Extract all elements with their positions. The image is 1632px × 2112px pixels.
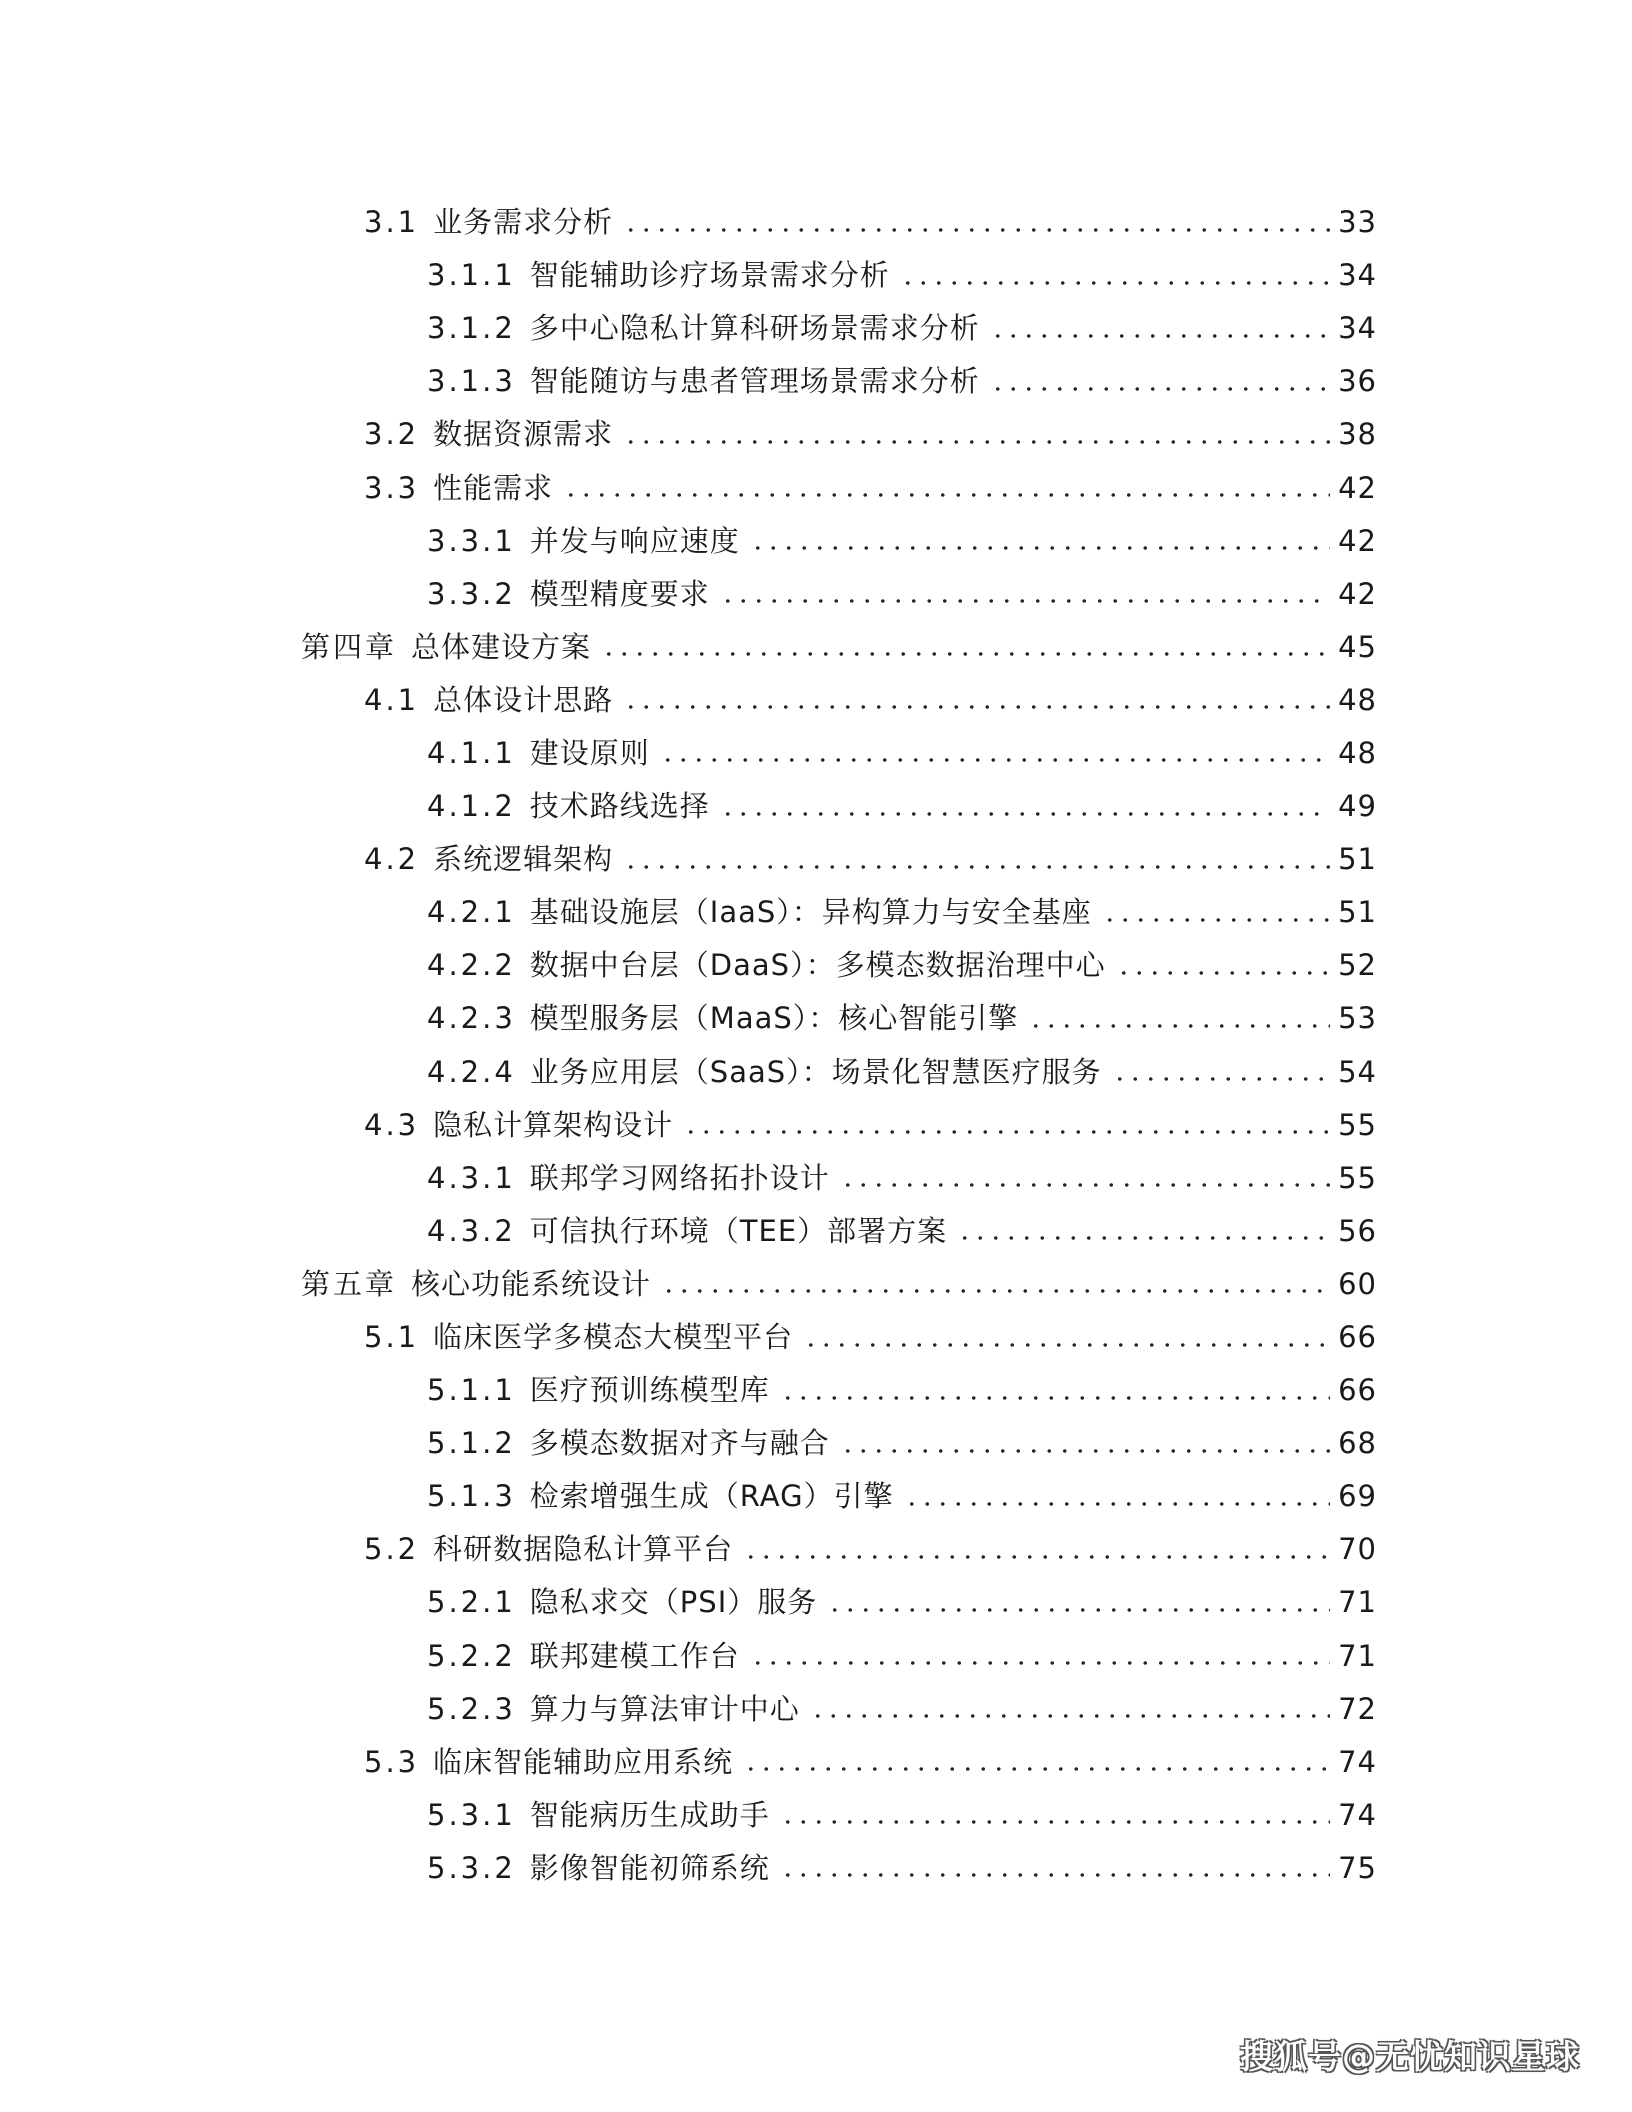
toc-dot-leader — [1102, 918, 1330, 922]
toc-dot-leader — [601, 652, 1330, 656]
toc-entry-page-number: 34 — [1338, 258, 1377, 293]
toc-entry[interactable] — [0, 1258, 1632, 1311]
toc-entry-title: 建设原则 — [529, 735, 650, 770]
toc-entry-title: 科研数据隐私计算平台 — [433, 1532, 734, 1567]
toc-entry-number: 5.1.1 — [427, 1373, 516, 1408]
toc-entry[interactable] — [0, 1417, 1632, 1470]
toc-dot-leader — [750, 1661, 1330, 1665]
toc-entry[interactable] — [0, 674, 1632, 727]
toc-entry-title: 数据中台层（DaaS）：多模态数据治理中心 — [529, 948, 1106, 983]
toc-entry-number: 3.3 — [364, 470, 420, 505]
toc-entry-title: 基础设施层（IaaS）：异构算力与安全基座 — [529, 895, 1092, 930]
toc-entry-page-number: 72 — [1338, 1691, 1377, 1726]
toc-dot-leader — [623, 865, 1330, 869]
toc-dot-leader — [623, 228, 1330, 232]
toc-entry[interactable] — [0, 1789, 1632, 1842]
toc-entry-number: 5.1.3 — [427, 1479, 516, 1514]
toc-entry-title: 数据资源需求 — [433, 417, 614, 452]
toc-dot-leader — [743, 1767, 1330, 1771]
toc-entry-page-number: 53 — [1338, 1001, 1377, 1036]
toc-entry-page-number: 71 — [1338, 1585, 1377, 1620]
toc-entry-page-number: 74 — [1338, 1744, 1377, 1779]
toc-dot-leader — [1028, 1024, 1330, 1028]
toc-entry-title: 智能辅助诊疗场景需求分析 — [529, 258, 890, 293]
toc-entry-number: 4.2.1 — [427, 895, 516, 930]
toc-entry-number: 4.1.2 — [427, 789, 516, 824]
toc-entry-title: 联邦建模工作台 — [529, 1638, 740, 1673]
toc-dot-leader — [623, 705, 1330, 709]
toc-entry-number: 5.3 — [364, 1744, 420, 1779]
toc-entry-page-number: 68 — [1338, 1426, 1377, 1461]
toc-entry-number: 3.1 — [364, 205, 420, 240]
toc-dot-leader — [840, 1449, 1330, 1453]
toc-dot-leader — [780, 1396, 1330, 1400]
toc-entry-page-number: 48 — [1338, 735, 1377, 770]
toc-entry-number: 第五章 — [301, 1266, 398, 1301]
toc-entry-number: 3.1.2 — [427, 311, 516, 346]
toc-entry-title: 联邦学习网络拓扑设计 — [529, 1160, 830, 1195]
toc-dot-leader — [623, 440, 1330, 444]
toc-entry-number: 4.3.2 — [427, 1213, 516, 1248]
toc-dot-leader — [780, 1873, 1330, 1877]
toc-entry[interactable] — [0, 992, 1632, 1045]
toc-entry-number: 4.3 — [364, 1107, 420, 1142]
toc-entry-number: 5.3.2 — [427, 1850, 516, 1885]
toc-entry[interactable] — [0, 1630, 1632, 1683]
toc-entry[interactable] — [0, 249, 1632, 302]
toc-dot-leader — [563, 493, 1330, 497]
toc-entry-page-number: 54 — [1338, 1054, 1377, 1089]
toc-dot-leader — [1112, 1077, 1330, 1081]
toc-dot-leader — [780, 1820, 1330, 1824]
toc-entry-title: 可信执行环境（TEE）部署方案 — [529, 1213, 948, 1248]
toc-entry-page-number: 34 — [1338, 311, 1377, 346]
toc-entry-page-number: 49 — [1338, 789, 1377, 824]
toc-entry-page-number: 69 — [1338, 1479, 1377, 1514]
toc-entry-page-number: 42 — [1338, 523, 1377, 558]
toc-entry-number: 5.1 — [364, 1320, 420, 1355]
toc-entry[interactable] — [0, 727, 1632, 780]
watermark: 搜狐号@无忧知识星球 — [1240, 2037, 1580, 2076]
toc-entry-title: 业务应用层（SaaS）：场景化智慧医疗服务 — [529, 1054, 1102, 1089]
toc-entry-number: 5.2 — [364, 1532, 420, 1567]
toc-entry-number: 5.2.3 — [427, 1691, 516, 1726]
toc-entry-title: 业务需求分析 — [433, 205, 614, 240]
toc-entry[interactable] — [0, 1576, 1632, 1629]
toc-entry-number: 4.1.1 — [427, 735, 516, 770]
toc-entry-title: 隐私求交（PSI）服务 — [529, 1585, 818, 1620]
toc-dot-leader — [990, 387, 1330, 391]
toc-entry-page-number: 45 — [1338, 629, 1377, 664]
toc-entry-number: 5.3.1 — [427, 1797, 516, 1832]
toc-entry-number: 5.1.2 — [427, 1426, 516, 1461]
toc-entry-number: 3.3.2 — [427, 576, 516, 611]
toc-entry-number: 3.1.3 — [427, 364, 516, 399]
toc-entry-title: 模型服务层（MaaS）：核心智能引擎 — [529, 1001, 1019, 1036]
toc-dot-leader — [810, 1714, 1330, 1718]
toc-dot-leader — [827, 1608, 1330, 1612]
toc-dot-leader — [840, 1183, 1330, 1187]
toc-entry[interactable] — [0, 780, 1632, 833]
toc-entry-number: 5.2.1 — [427, 1585, 516, 1620]
toc-entry-title: 模型精度要求 — [529, 576, 710, 611]
toc-entry-title: 技术路线选择 — [529, 789, 710, 824]
toc-entry-title: 智能病历生成助手 — [529, 1797, 770, 1832]
toc-dot-leader — [1116, 971, 1331, 975]
toc-entry-number: 4.2.4 — [427, 1054, 516, 1089]
toc-entry[interactable] — [0, 1842, 1632, 1895]
toc-entry-page-number: 51 — [1338, 842, 1377, 877]
toc-dot-leader — [957, 1236, 1330, 1240]
toc-entry-page-number: 56 — [1338, 1213, 1377, 1248]
toc-entry-number: 4.2.3 — [427, 1001, 516, 1036]
table-of-contents — [0, 196, 1632, 1895]
toc-dot-leader — [660, 758, 1330, 762]
toc-entry-title: 总体建设方案 — [411, 629, 592, 664]
toc-entry[interactable] — [0, 196, 1632, 249]
toc-entry[interactable] — [0, 1205, 1632, 1258]
toc-entry-page-number: 60 — [1338, 1266, 1377, 1301]
toc-entry-number: 第四章 — [301, 629, 398, 664]
toc-entry[interactable] — [0, 1523, 1632, 1576]
toc-entry[interactable] — [0, 1152, 1632, 1205]
toc-entry-page-number: 36 — [1338, 364, 1377, 399]
toc-entry[interactable] — [0, 355, 1632, 408]
toc-entry-page-number: 70 — [1338, 1532, 1377, 1567]
toc-entry-number: 3.1.1 — [427, 258, 516, 293]
toc-entry[interactable] — [0, 1736, 1632, 1789]
toc-entry[interactable] — [0, 568, 1632, 621]
toc-entry[interactable] — [0, 621, 1632, 674]
toc-entry[interactable] — [0, 302, 1632, 355]
toc-entry-title: 性能需求 — [433, 470, 554, 505]
toc-entry[interactable] — [0, 939, 1632, 992]
toc-entry-page-number: 42 — [1338, 470, 1377, 505]
toc-entry[interactable] — [0, 1311, 1632, 1364]
toc-entry-title: 算力与算法审计中心 — [529, 1691, 800, 1726]
toc-dot-leader — [803, 1343, 1330, 1347]
toc-entry[interactable] — [0, 886, 1632, 939]
toc-entry-page-number: 55 — [1338, 1107, 1377, 1142]
toc-entry[interactable] — [0, 408, 1632, 461]
toc-entry-title: 临床智能辅助应用系统 — [433, 1744, 734, 1779]
toc-entry-title: 临床医学多模态大模型平台 — [433, 1320, 794, 1355]
toc-entry-number: 4.2.2 — [427, 948, 516, 983]
toc-entry-page-number: 66 — [1338, 1373, 1377, 1408]
toc-entry[interactable] — [0, 1364, 1632, 1417]
toc-entry-number: 3.2 — [364, 417, 420, 452]
toc-entry-page-number: 42 — [1338, 576, 1377, 611]
toc-entry-title: 影像智能初筛系统 — [529, 1850, 770, 1885]
toc-entry[interactable] — [0, 515, 1632, 568]
toc-entry[interactable] — [0, 1470, 1632, 1523]
toc-dot-leader — [904, 1502, 1331, 1506]
toc-entry-number: 4.3.1 — [427, 1160, 516, 1195]
toc-entry-title: 总体设计思路 — [433, 682, 614, 717]
toc-entry-title: 核心功能系统设计 — [411, 1266, 652, 1301]
toc-dot-leader — [661, 1289, 1330, 1293]
toc-entry-page-number: 66 — [1338, 1320, 1377, 1355]
toc-entry[interactable] — [0, 1099, 1632, 1152]
toc-entry[interactable] — [0, 1683, 1632, 1736]
toc-entry-page-number: 38 — [1338, 417, 1377, 452]
toc-dot-leader — [750, 546, 1330, 550]
toc-dot-leader — [743, 1555, 1330, 1559]
toc-entry-number: 4.1 — [364, 682, 420, 717]
toc-entry-number: 3.3.1 — [427, 523, 516, 558]
toc-dot-leader — [683, 1130, 1330, 1134]
toc-entry-page-number: 74 — [1338, 1797, 1377, 1832]
toc-entry[interactable] — [0, 833, 1632, 886]
toc-dot-leader — [720, 599, 1330, 603]
toc-entry-title: 多模态数据对齐与融合 — [529, 1426, 830, 1461]
toc-entry-title: 多中心隐私计算科研场景需求分析 — [529, 311, 980, 346]
toc-entry-title: 医疗预训练模型库 — [529, 1373, 770, 1408]
toc-entry-title: 并发与响应速度 — [529, 523, 740, 558]
toc-entry-number: 4.2 — [364, 842, 420, 877]
toc-dot-leader — [900, 281, 1330, 285]
toc-dot-leader — [720, 812, 1330, 816]
toc-entry[interactable] — [0, 1046, 1632, 1099]
toc-entry-page-number: 55 — [1338, 1160, 1377, 1195]
toc-entry-title: 检索增强生成（RAG）引擎 — [529, 1479, 894, 1514]
toc-entry-page-number: 75 — [1338, 1850, 1377, 1885]
toc-entry-title: 智能随访与患者管理场景需求分析 — [529, 364, 980, 399]
toc-entry-page-number: 33 — [1338, 205, 1377, 240]
toc-entry-number: 5.2.2 — [427, 1638, 516, 1673]
toc-entry-page-number: 52 — [1338, 948, 1377, 983]
toc-entry[interactable] — [0, 461, 1632, 514]
toc-entry-page-number: 71 — [1338, 1638, 1377, 1673]
toc-entry-title: 隐私计算架构设计 — [433, 1107, 674, 1142]
toc-entry-page-number: 51 — [1338, 895, 1377, 930]
toc-dot-leader — [990, 334, 1330, 338]
toc-entry-page-number: 48 — [1338, 682, 1377, 717]
toc-entry-title: 系统逻辑架构 — [433, 842, 614, 877]
